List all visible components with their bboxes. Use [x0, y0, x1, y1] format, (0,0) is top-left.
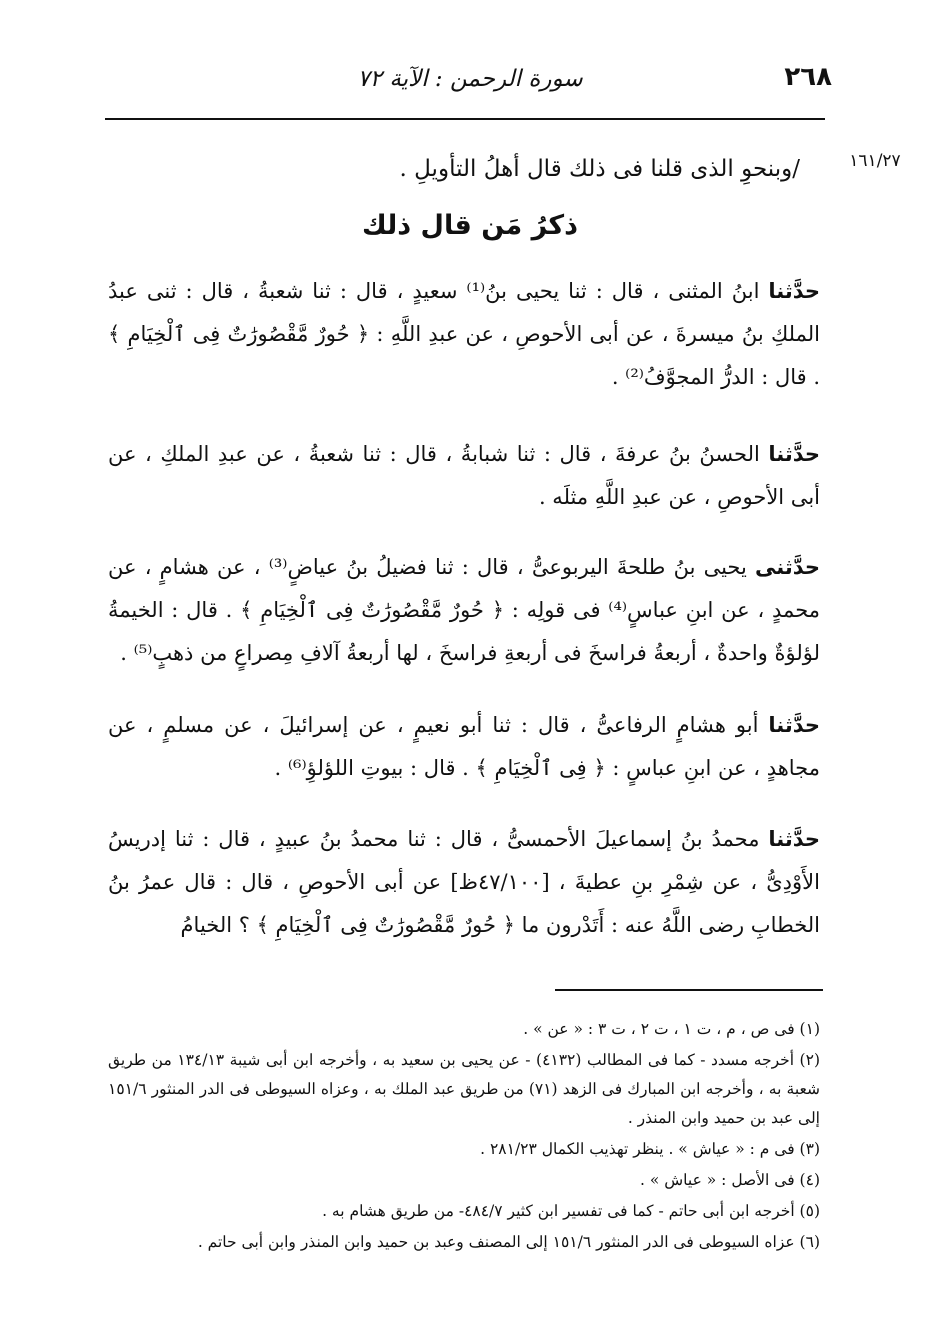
paragraph-text: محمدُ بنُ إسماعيلَ الأحمسىُّ ، قال : ثنا محمدُ بنُ عبيدٍ ، قال : ثنا إدريسُ الأَوْدِىُّ ، عن شِمْرِ بنِ عطيةَ ، [٤٧/١٠٠ظ] عن أبى الأحوصِ ، قال : قال عمرُ بنُ الخطابِ رضى اللَّهُ عنه : أَتَدْرون ما ﴿ حُورٌ مَّقْصُورَٰتٌ فِى ٱلْخِيَامِ ﴾ ؟ الخيامُ: [108, 827, 820, 937]
footnote-5: (٥) أخرجه ابن أبى حاتم - كما فى تفسير ابن كثير ٤٨٤/٧- من طريق هشام به .: [322, 1202, 820, 1220]
section-heading: ذكرُ مَن قال ذلك: [362, 210, 578, 241]
footnotes: [108, 1015, 820, 1259]
hadith-paragraph-5: [108, 818, 820, 947]
paragraph-lead: حدَّثنا: [768, 442, 820, 466]
paragraph-lead: حدَّثنا: [768, 827, 820, 851]
footnote-divider: [555, 989, 823, 991]
footnote-6: (٦) عزاه السيوطى فى الدر المنثور ١٥١/٦ إلى المصنف وعبد بن حميد وابن المنذر وابن أبى حاتم .: [197, 1233, 820, 1251]
page-number: ٢٦٨: [784, 62, 832, 92]
paragraph-lead: حدَّثنا: [768, 713, 820, 737]
paragraph-text: يحيى بنُ طلحةَ اليربوعىُّ ، قال : ثنا فضيلُ بنُ عياضٍ⁽³⁾ ، عن هشامٍ ، عن محمدٍ ، عن ابنِ عباسٍ⁽⁴⁾ فى قولِه : ﴿ حُورٌ مَّقْصُورَٰتٌ فِى ٱلْخِيَامِ ﴾ . قال : الخيمةُ لؤلؤةٌ واحدةٌ ، أربعةُ فراسخَ فى أربعةِ فراسخَ ، لها أربعةُ آلافِ مِصراعٍ من ذهبٍ⁽⁵⁾ .: [108, 555, 820, 665]
paragraph-lead: حدَّثنى: [755, 555, 820, 579]
footnote-3: (٣) فى م : « عياش » . ينظر تهذيب الكمال ٢٨١/٢٣ .: [480, 1140, 820, 1158]
running-title: سورة الرحمن : الآية ٧٢: [357, 66, 583, 92]
footnote-4: (٤) فى الأصل : « عياش » .: [640, 1171, 820, 1189]
hadith-paragraph-2: [108, 433, 820, 519]
margin-reference: ١٦١/٢٧: [849, 151, 901, 171]
opening-line: /وبنحوِ الذى قلنا فى ذلك قال أهلُ التأويلِ .: [399, 156, 800, 182]
footnote-1: (١) فى ص ، م ، ت ١ ، ت ٢ ، ت ٣ : « عن » .: [523, 1020, 820, 1038]
hadith-paragraph-4: [108, 704, 820, 790]
footnote-2: (٢) أخرجه مسدد - كما فى المطالب (٤١٣٢) - عن يحيى بن سعيد به ، وأخرجه ابن أبى شيبة ١٣٤/١٣ من طريق شعبة به ، وأخرجه ابن المبارك فى الزهد (٧١) من طريق عبد الملك به ، وعزاه السيوطى فى الدر المنثور ١٥١/٦ إلى عبد بن حميد وابن المنذر .: [108, 1051, 820, 1127]
hadith-paragraph-3: [108, 546, 820, 675]
paragraph-text: الحسنُ بنُ عرفةَ ، قال : ثنا شبابةُ ، قال : ثنا شعبةُ ، عن عبدِ الملكِ ، عن أبى الأحوصِ ، عن عبدِ اللَّهِ مثلَه .: [108, 442, 820, 509]
hadith-paragraph-1: [108, 270, 820, 399]
header-divider: [105, 118, 825, 120]
paragraph-lead: حدَّثنا: [768, 279, 820, 303]
paragraph-text: ابنُ المثنى ، قال : ثنا يحيى بنُ⁽¹⁾ سعيدٍ ، قال : ثنا شعبةُ ، قال : ثنى عبدُ الملكِ بنُ ميسرةَ ، عن أبى الأحوصِ ، عن عبدِ اللَّهِ : ﴿ حُورٌ مَّقْصُورَٰتٌ فِى ٱلْخِيَامِ ﴾ . قال : الدرُّ المجوَّفُ⁽²⁾ .: [108, 279, 820, 389]
paragraph-text: أبو هشامٍ الرفاعىُّ ، قال : ثنا أبو نعيمٍ ، عن إسرائيلَ ، عن مسلمٍ ، عن مجاهدٍ ، عن ابنِ عباسٍ : ﴿ فِى ٱلْخِيَامِ ﴾ . قال : بيوتِ اللؤلؤِ⁽⁶⁾ .: [108, 713, 820, 780]
